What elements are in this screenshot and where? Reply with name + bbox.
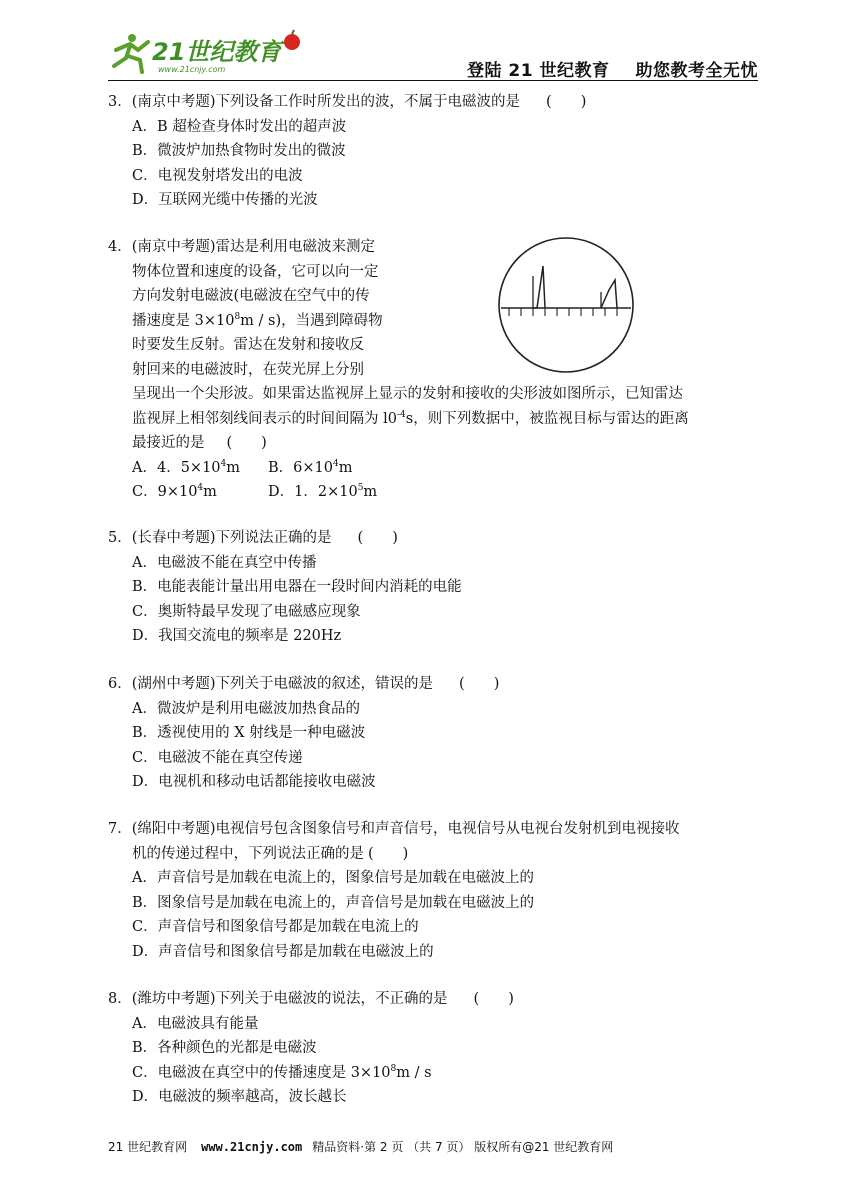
question-7 bbox=[108, 817, 680, 964]
option-d: D．互联网光缆中传播的光波 bbox=[132, 192, 318, 208]
option-a: A．4．$5\times 10^4m$ bbox=[132, 458, 241, 476]
question-stem: 7．(绵阳中考题)电视信号包含图象信号和声音信号，电视信号从电视台发射机到电视接收 bbox=[108, 821, 680, 837]
question-stem: 8．(潍坊中考题)下列关于电磁波的说法，不正确的是 bbox=[108, 991, 448, 1007]
option-a: A．声音信号是加载在电流上的，图象信号是加载在电磁波上的 bbox=[132, 870, 534, 886]
header-slogan bbox=[441, 56, 758, 81]
option-c: C．电视发射塔发出的电波 bbox=[132, 167, 303, 184]
stem-line: 最接近的是 ( ) bbox=[108, 431, 689, 456]
question-8 bbox=[108, 987, 514, 1110]
option-d: D．我国交流电的频率是 220Hz bbox=[132, 628, 342, 644]
radar-screen-figure bbox=[497, 236, 635, 374]
page-header bbox=[108, 28, 758, 80]
question-stem: 3．(南京中考题)下列设备工作时所发出的波，不属于电磁波的是 bbox=[108, 94, 521, 110]
option-d: D．电磁波的频率越高，波长越长 bbox=[132, 1089, 347, 1105]
option-b: B．$6\times 10^4m$ bbox=[268, 458, 353, 476]
option-c: C．$9\times 10^4m$ bbox=[132, 483, 217, 500]
slogan-right: 助您教考全无忧 bbox=[635, 61, 758, 81]
header-rule bbox=[108, 80, 758, 81]
question-stem: 4．(南京中考题)雷达是利用电磁波来测定 bbox=[108, 239, 376, 255]
answer-paren: ( ) bbox=[357, 530, 398, 546]
answer-paren: ( ) bbox=[368, 845, 409, 862]
footer-info: 精品资料·第 2 页 （共 7 页） 版权所有@21 世纪教育网 bbox=[312, 1140, 614, 1154]
stem-line: 时要发生反射。雷达在发射和接收反 bbox=[132, 337, 364, 353]
question-6 bbox=[108, 672, 500, 795]
option-a: A．微波炉是利用电磁波加热食品的 bbox=[132, 700, 360, 717]
site-logo bbox=[108, 28, 308, 76]
stem-line: 机的传递过程中，下列说法正确的是 bbox=[132, 845, 364, 862]
option-b: B．图象信号是加载在电流上的，声音信号是加载在电磁波上的 bbox=[132, 894, 535, 911]
option-b: B．透视使用的 X 射线是一种电磁波 bbox=[132, 725, 366, 741]
answer-paren: ( ) bbox=[546, 94, 587, 110]
svg-text:21世纪教育: 21世纪教育 bbox=[152, 38, 282, 66]
option-c: C．电磁波不能在真空传递 bbox=[132, 749, 303, 766]
options-row-2 bbox=[108, 480, 689, 505]
option-d: D．1．$2\times 10^5m$ bbox=[268, 483, 378, 500]
option-a: A．电磁波具有能量 bbox=[132, 1015, 259, 1032]
option-c: C．奥斯特最早发现了电磁感应现象 bbox=[132, 603, 361, 620]
stem-line: 射回来的电磁波时，在荧光屏上分别 bbox=[132, 361, 364, 378]
answer-paren: ( ) bbox=[226, 435, 267, 451]
option-b: B．电能表能计量出用电器在一段时间内消耗的电能 bbox=[132, 579, 462, 595]
question-stem: 6．(湖州中考题)下列关于电磁波的叙述，错误的是 bbox=[108, 676, 434, 692]
option-c: C．声音信号和图象信号都是加载在电流上的 bbox=[132, 919, 419, 935]
answer-paren: ( ) bbox=[473, 991, 514, 1007]
option-d: D．电视机和移动电话都能接收电磁波 bbox=[132, 774, 376, 790]
footer-url[interactable]: www.21cnjy.com bbox=[201, 1140, 303, 1154]
option-c: C．电磁波在真空中的传播速度是 $3\times 10^8m / s$ bbox=[132, 1063, 432, 1081]
stem-line: 监视屏上相邻刻线间表示的时间间隔为 $l0^{-4}s$，则下列数据中，被监视目标与雷达的距离 bbox=[132, 409, 689, 427]
option-a: A．B 超检查身体时发出的超声波 bbox=[132, 118, 347, 135]
answer-paren: ( ) bbox=[459, 676, 500, 692]
question-5 bbox=[108, 526, 462, 649]
option-a: A．电磁波不能在真空中传播 bbox=[132, 554, 317, 571]
stem-line: 物体位置和速度的设备，它可以向一定 bbox=[132, 263, 379, 280]
option-b: B．各种颜色的光都是电磁波 bbox=[132, 1040, 317, 1056]
question-3 bbox=[108, 90, 587, 213]
stem-line: 呈现出一个尖形波。如果雷达监视屏上显示的发射和接收的尖形波如图所示，已知雷达 bbox=[132, 386, 683, 402]
footer-site: 21 世纪教育网 bbox=[108, 1140, 188, 1154]
slogan-left: 登陆 21 世纪教育 bbox=[467, 61, 610, 81]
options-row-1 bbox=[108, 456, 689, 481]
option-b: B．微波炉加热食物时发出的微波 bbox=[132, 143, 346, 159]
option-d: D．声音信号和图象信号都是加载在电磁波上的 bbox=[132, 943, 434, 960]
question-stem: 5．(长春中考题)下列说法正确的是 bbox=[108, 530, 332, 546]
stem-line: 播速度是 $3\times 10^8m / s$)，当遇到障碍物 bbox=[132, 311, 383, 329]
stem-line: 方向发射电磁波(电磁波在空气中的传 bbox=[132, 288, 370, 304]
svg-text:www.21cnjy.com: www.21cnjy.com bbox=[158, 65, 226, 74]
page-footer bbox=[108, 1138, 758, 1155]
